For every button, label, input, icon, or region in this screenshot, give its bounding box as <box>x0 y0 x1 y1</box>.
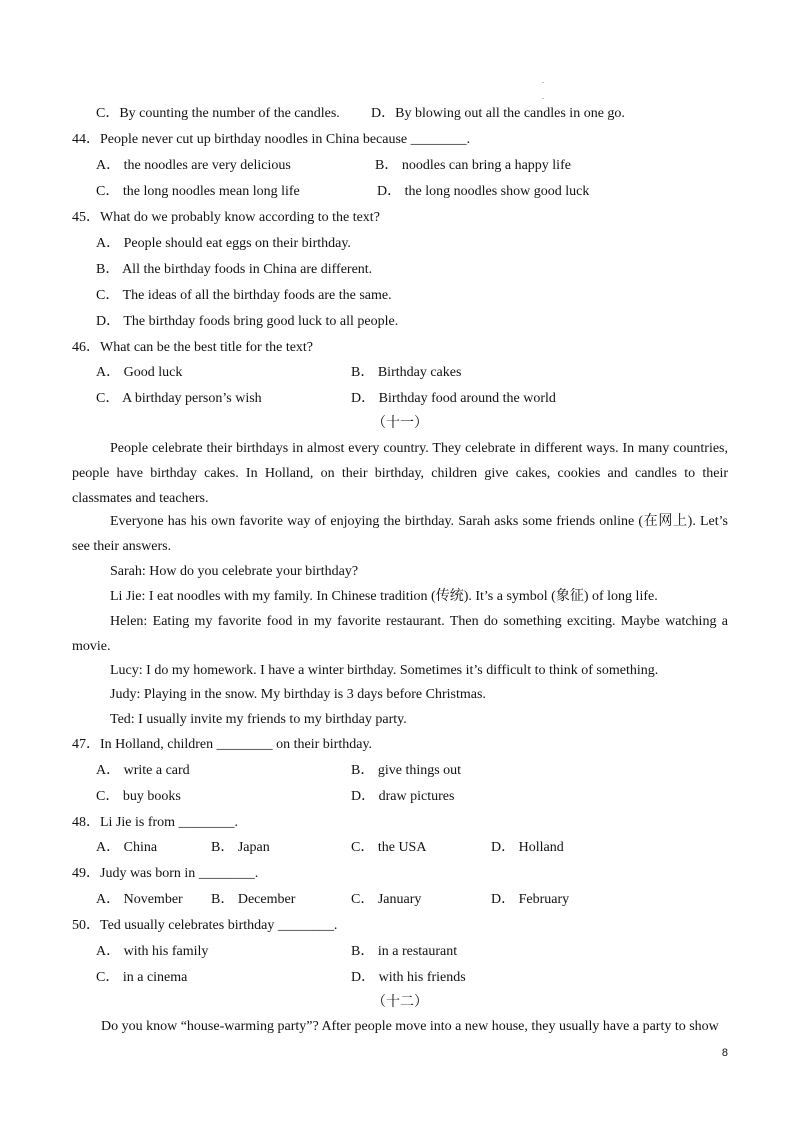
q47-option-b: B． give things out <box>351 763 462 778</box>
q50-option-a: A． with his family <box>96 944 209 959</box>
scan-mark: . <box>542 92 544 101</box>
q48-option-a: A． China <box>96 840 158 855</box>
q49-option-c: C． January <box>351 892 422 907</box>
q46-option-a: A． Good luck <box>96 365 183 380</box>
q46-option-c: C． A birthday person’s wish <box>96 391 262 406</box>
q44-option-b: B． noodles can bring a happy life <box>375 158 571 173</box>
passage-paragraph: Do you know “house-warming party”? After people move into a new house, they usually have a party to show <box>101 1019 719 1034</box>
q49-stem: 49．Judy was born in ________. <box>72 866 259 881</box>
q44-option-c: C． the long noodles mean long life <box>96 184 300 199</box>
q45-option-d: D． The birthday foods bring good luck to all people. <box>96 314 399 329</box>
q47-option-a: A． write a card <box>96 763 190 778</box>
passage-paragraph: Everyone has his own favorite way of enjoying the birthday. Sarah asks some friends online (在网上). Let’s see their answers. <box>72 514 728 554</box>
dialogue-line: Judy: Playing in the snow. My birthday is 3 days before Christmas. <box>110 687 486 702</box>
q47-option-d: D． draw pictures <box>351 789 455 804</box>
q46-stem: 46．What can be the best title for the text? <box>72 340 314 355</box>
passage-paragraph: People celebrate their birthdays in almost every country. They celebrate in different ways. In many countries, people have birthday cakes. In Holland, on their birthday, children give cakes, cookies and candles to their classmates and teachers. <box>72 441 728 506</box>
q48-option-b: B． Japan <box>211 840 270 855</box>
q50-stem: 50．Ted usually celebrates birthday ________. <box>72 918 338 933</box>
section-heading: （十二） <box>372 995 428 1010</box>
dialogue-line: Ted: I usually invite my friends to my birthday party. <box>110 712 407 727</box>
q45-option-a: A． People should eat eggs on their birthday. <box>96 236 351 251</box>
q46-option-d: D． Birthday food around the world <box>351 391 556 406</box>
q50-option-b: B． in a restaurant <box>351 944 458 959</box>
q44-option-d: D． the long noodles show good luck <box>377 184 590 199</box>
q49-option-a: A． November <box>96 892 183 907</box>
scan-mark: . <box>542 76 544 85</box>
q43-option-d: D．By blowing out all the candles in one go. <box>371 106 625 121</box>
dialogue-line: Li Jie: I eat noodles with my family. In Chinese tradition (传统). It’s a symbol (象征) of long life. <box>110 589 658 604</box>
dialogue-line: Helen: Eating my favorite food in my favorite restaurant. Then do something exciting. Maybe watching a movie. <box>72 614 728 654</box>
q50-option-d: D． with his friends <box>351 970 466 985</box>
page-number: 8 <box>721 1047 728 1059</box>
q47-option-c: C． buy books <box>96 789 181 804</box>
section-heading: （十一） <box>372 416 428 431</box>
q45-option-b: B． All the birthday foods in China are different. <box>96 262 373 277</box>
q44-stem: 44．People never cut up birthday noodles in China because ________. <box>72 132 471 147</box>
q48-option-c: C． the USA <box>351 840 427 855</box>
q43-option-c: C．By counting the number of the candles. <box>96 106 340 121</box>
q48-stem: 48．Li Jie is from ________. <box>72 815 239 830</box>
q46-option-b: B． Birthday cakes <box>351 365 462 380</box>
q45-stem: 45．What do we probably know according to the text? <box>72 210 380 225</box>
q50-option-c: C． in a cinema <box>96 970 188 985</box>
dialogue-line: Sarah: How do you celebrate your birthday? <box>110 564 359 579</box>
dialogue-line: Lucy: I do my homework. I have a winter birthday. Sometimes it’s difficult to think of something. <box>110 663 659 678</box>
q44-option-a: A． the noodles are very delicious <box>96 158 291 173</box>
q49-option-d: D． February <box>491 892 570 907</box>
q45-option-c: C． The ideas of all the birthday foods are the same. <box>96 288 392 303</box>
q48-option-d: D． Holland <box>491 840 564 855</box>
q49-option-b: B． December <box>211 892 296 907</box>
q47-stem: 47．In Holland, children ________ on their birthday. <box>72 737 373 752</box>
